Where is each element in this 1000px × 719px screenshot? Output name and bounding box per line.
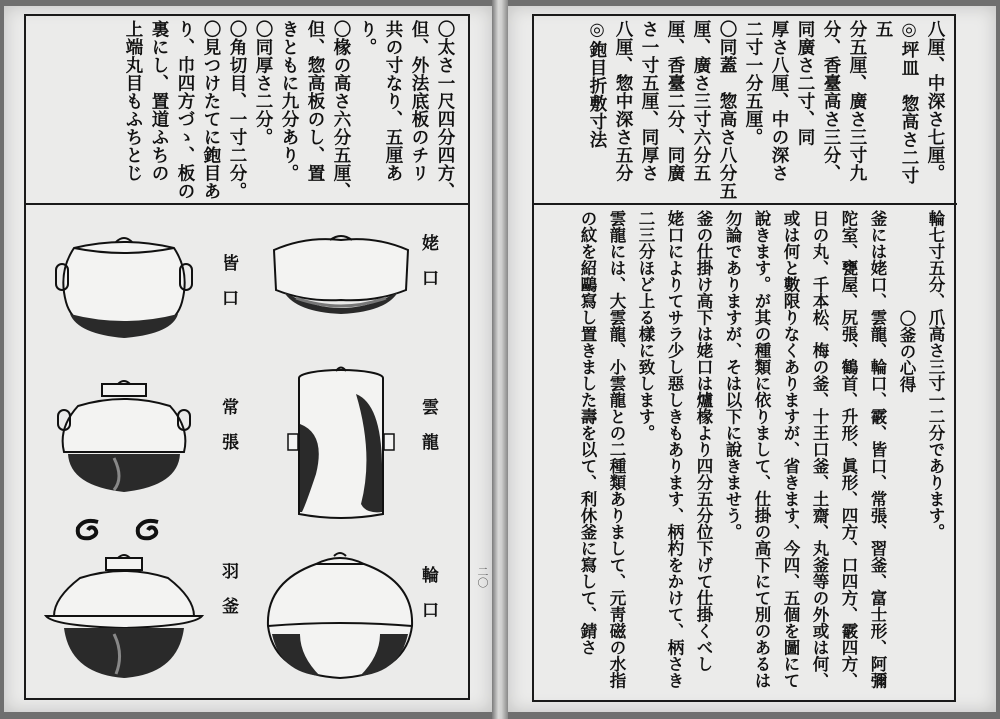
right-page-top-text-block [558,20,948,200]
right-page [508,6,996,712]
text-column: 勿論でありますが、そは以下に說きませう。 [723,210,742,540]
text-column: 二寸一分五厘。 [743,20,763,146]
text-column: ◎鉋目折敷寸法 [587,20,607,149]
left-page-divider [24,203,469,205]
page-number: 二〇 [476,566,489,588]
text-column: 厚さ八厘、中の深さ [769,20,789,182]
text-column: 厘、香臺二分、同廣 [665,20,685,182]
text-column: 姥口によりてサラ少し惡しきもあります、柄杓をかけて、柄さき [665,210,684,689]
text-column: 或は何と數限りなくありますが、省きます、今四、五個を圖にて [781,210,800,689]
text-column: ◎坪皿 惣高さ二寸五 [873,20,919,185]
text-column: きともに九分あり。 [279,20,299,182]
label-hagama: 羽釜 [218,562,238,632]
text-column: 共の寸なり、五厘あ [383,20,403,182]
kaiguchi-kettle-illustration [54,232,194,342]
left-page-text-block [38,20,458,200]
text-column: 厘、廣さ三寸六分五 [691,20,711,182]
label-unryu: 雲龍 [418,398,438,468]
text-column: 〇見つけたてに鉋目あ [201,20,221,200]
text-column: 雲龍には、大雲龍、小雲龍との二種類ありまして、元靑磁の水指 [607,210,626,689]
text-column: 〇太さ一尺四分四方、 [435,20,455,200]
section-heading: 〇釜の心得 [897,310,916,393]
text-column: 釜の仕掛け高下は姥口は爐椽より四分五分位下げて仕掛くべし [694,210,713,672]
text-column: 日の丸、千本松、梅の釜、十王口釜、土齋、丸釜等の外或は何、 [810,210,829,689]
text-column: 裏にし、置道ふちの [149,20,169,182]
label-ubaguchi: 姥口 [418,234,438,304]
book-gutter [492,0,508,719]
label-waguchi: 輪口 [418,566,438,636]
text-column: 〇同蓋 惣高さ八分五 [717,20,737,200]
text-column: 八厘、中深さ七厘。 [925,20,945,182]
text-column: 輪七寸五分、爪高さ三寸一二分であります。 [926,210,945,540]
swirl-pattern-illustration [68,514,188,544]
text-column: り。 [357,20,377,56]
text-column: 分五厘、廣さ三寸九 [847,20,867,182]
unryu-kettle-illustration [286,364,396,524]
text-column: 二三分ほど上る樣に致します。 [636,210,655,441]
ubaguchi-kettle-illustration [266,228,416,328]
text-column: さ一寸五厘、同厚さ [639,20,659,182]
text-column: 八厘、惣中深さ五分 [613,20,633,182]
text-column: 但、外法底板のチリ [409,20,429,182]
label-jobari: 常張 [218,398,238,468]
waguchi-kettle-illustration [260,546,420,686]
text-column: 釜には姥口、雲龍、輪口、霰、皆口、常張、習釜、富士形、阿彌 [868,210,887,689]
text-column: 〇同厚さ二分。 [253,20,273,146]
right-page-divider [532,203,957,205]
text-column: の紋を紹鷗寫し置きました壽を以て、利休釜に寫して、錆さ [578,210,597,656]
text-column: 同廣さ二寸、同 [795,20,815,146]
text-column: 上端丸目もふちとじ [123,20,143,182]
text-column: 陀室、甕屋、尻張、鶴首、升形、眞形、四方、口四方、霰四方、 [839,210,858,689]
text-column: 說きます。が其の種類に依りまして、仕掛の高下にて別のあるは [752,210,771,689]
text-column: 〇角切目、一寸二分。 [227,20,247,200]
right-page-bottom-text-block [560,210,950,700]
text-column: り、巾四方づゝ、板の [175,20,195,200]
jobari-kettle-illustration [54,378,194,498]
text-column: 但、惣高板のし、置 [305,20,325,182]
label-kaiguchi: 皆口 [218,254,238,324]
text-column: 分、香臺高さ三分、 [821,20,841,182]
left-page [4,6,492,712]
hagama-kettle-illustration [44,554,204,684]
text-column: 〇椽の高さ六分五厘、 [331,20,351,200]
